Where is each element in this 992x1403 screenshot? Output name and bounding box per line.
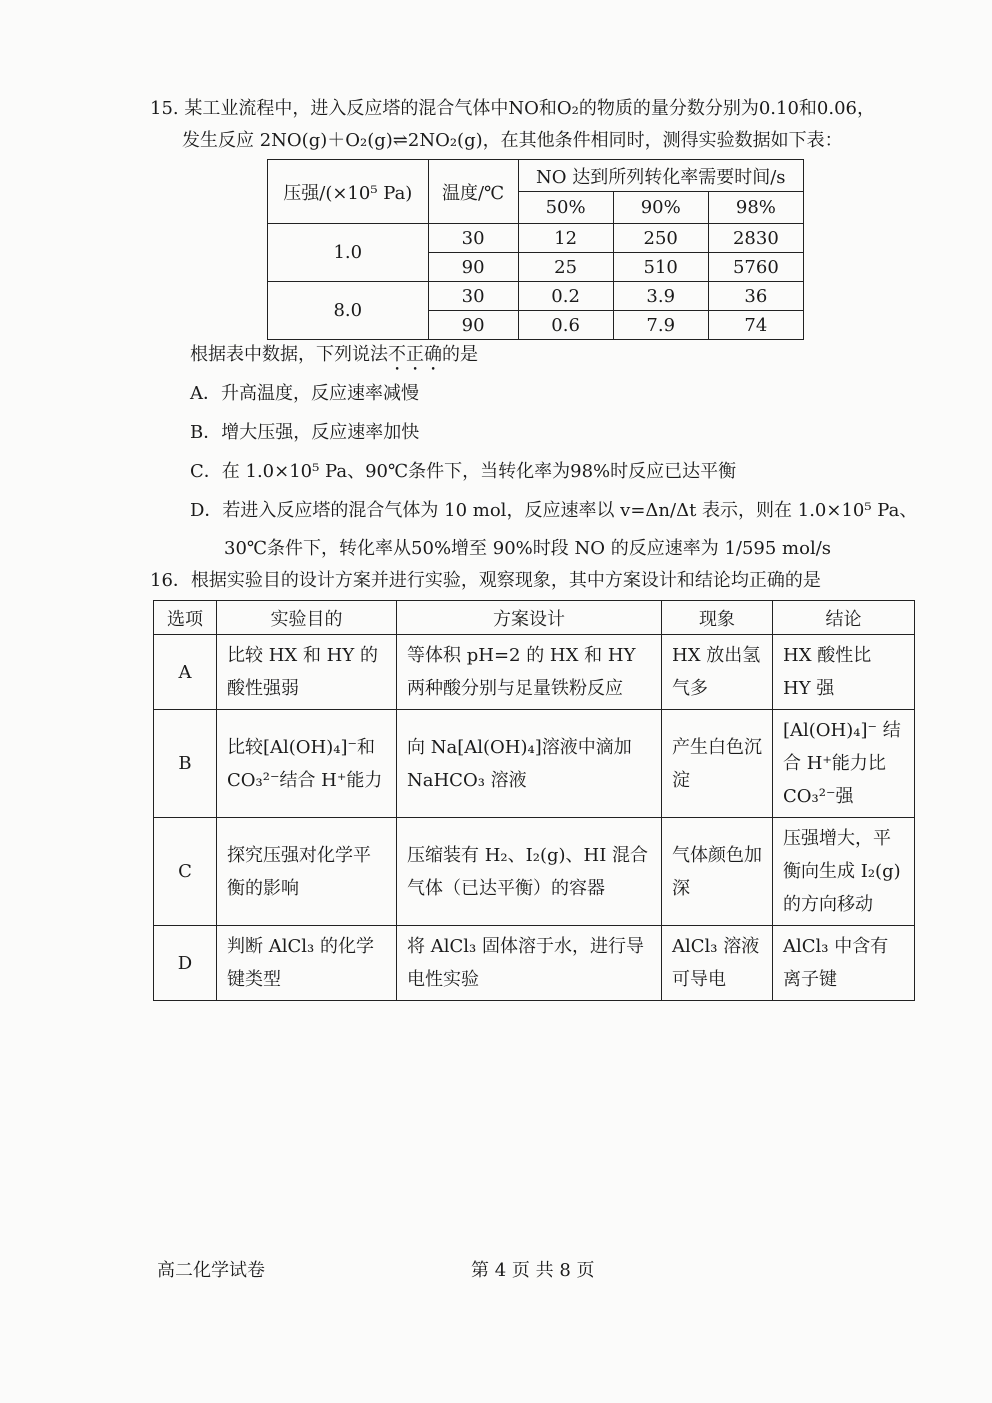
- temp-cell: 30: [428, 224, 518, 253]
- header-purpose: 实验目的: [217, 601, 397, 635]
- pressure-cell: 1.0: [268, 224, 429, 282]
- option-label: D: [154, 926, 217, 1001]
- table-row: [154, 926, 915, 1001]
- q16-stem: 16．根据实验目的设计方案并进行实验，观察现象，其中方案设计和结论均正确的是: [150, 570, 821, 591]
- q15-stem-c: 的是: [442, 344, 478, 365]
- q15-stem-a: 根据表中数据，下列说法: [190, 344, 388, 365]
- header-time: NO 达到所列转化率需要时间/s: [518, 160, 803, 192]
- option-label: C: [154, 818, 217, 926]
- q15-option-b: B．增大压强，反应速率加快: [190, 422, 420, 443]
- table-row: [154, 635, 915, 710]
- design-cell: 向 Na[Al(OH)₄]溶液中滴加 NaHCO₃ 溶液: [397, 710, 662, 818]
- option-label: B: [154, 710, 217, 818]
- time-cell: 250: [613, 224, 708, 253]
- table-row: [154, 710, 915, 818]
- purpose-cell: 比较 HX 和 HY 的酸性强弱: [217, 635, 397, 710]
- design-cell: 等体积 pH=2 的 HX 和 HY 两种酸分别与足量铁粉反应: [397, 635, 662, 710]
- time-cell: 7.9: [613, 311, 708, 340]
- purpose-cell: 探究压强对化学平衡的影响: [217, 818, 397, 926]
- q16-experiment-table: [153, 600, 915, 1001]
- q15-option-d-line2: 30℃条件下，转化率从50%增至 90%时段 NO 的反应速率为 1/595 mol/s: [224, 538, 832, 559]
- design-cell: 将 AlCl₃ 固体溶于水，进行导电性实验: [397, 926, 662, 1001]
- option-label: A: [154, 635, 217, 710]
- q15-option-a: A．升高温度，反应速率减慢: [190, 383, 419, 404]
- conclusion-cell: AlCl₃ 中含有离子键: [773, 926, 915, 1001]
- phenomenon-cell: AlCl₃ 溶液可导电: [662, 926, 773, 1001]
- time-cell: 510: [613, 253, 708, 282]
- time-cell: 2830: [708, 224, 803, 253]
- table-row: [268, 224, 804, 253]
- conclusion-cell: [Al(OH)₄]⁻ 结合 H⁺能力比 CO₃²⁻强: [773, 710, 915, 818]
- pressure-cell: 8.0: [268, 282, 429, 340]
- header-option: 选项: [154, 601, 217, 635]
- time-cell: 0.6: [518, 311, 613, 340]
- conclusion-cell: 压强增大，平衡向生成 I₂(g)的方向移动: [773, 818, 915, 926]
- header-rate-98: 98%: [708, 192, 803, 224]
- table-row: [268, 282, 804, 311]
- phenomenon-cell: 气体颜色加深: [662, 818, 773, 926]
- q15-stem: [190, 343, 478, 375]
- design-cell: 压缩装有 H₂、I₂(g)、HI 混合气体（已达平衡）的容器: [397, 818, 662, 926]
- temp-cell: 90: [428, 311, 518, 340]
- time-cell: 5760: [708, 253, 803, 282]
- header-conclusion: 结论: [773, 601, 915, 635]
- time-cell: 3.9: [613, 282, 708, 311]
- header-design: 方案设计: [397, 601, 662, 635]
- header-rate-90: 90%: [613, 192, 708, 224]
- purpose-cell: 比较[Al(OH)₄]⁻和 CO₃²⁻结合 H⁺能力: [217, 710, 397, 818]
- table-row: [154, 818, 915, 926]
- header-phenomenon: 现象: [662, 601, 773, 635]
- temp-cell: 90: [428, 253, 518, 282]
- header-pressure: 压强/(×10⁵ Pa): [268, 160, 429, 224]
- phenomenon-cell: HX 放出氢气多: [662, 635, 773, 710]
- time-cell: 0.2: [518, 282, 613, 311]
- time-cell: 12: [518, 224, 613, 253]
- q15-option-d-line1: D．若进入反应塔的混合气体为 10 mol，反应速率以 v=Δn/Δt 表示，则在 1.0×10⁵ Pa、: [190, 500, 918, 521]
- table-header-row: [154, 601, 915, 635]
- purpose-cell: 判断 AlCl₃ 的化学键类型: [217, 926, 397, 1001]
- phenomenon-cell: 产生白色沉淀: [662, 710, 773, 818]
- time-cell: 25: [518, 253, 613, 282]
- temp-cell: 30: [428, 282, 518, 311]
- q15-data-table: [267, 159, 804, 340]
- conclusion-cell: HX 酸性比 HY 强: [773, 635, 915, 710]
- header-temperature: 温度/℃: [428, 160, 518, 224]
- time-cell: 74: [708, 311, 803, 340]
- header-rate-50: 50%: [518, 192, 613, 224]
- footer-title: 高二化学试卷: [157, 1260, 265, 1281]
- q15-stem-emphasis: 不正确: [388, 344, 442, 365]
- q15-line2: 发生反应 2NO(g)＋O₂(g)⇌2NO₂(g)，在其他条件相同时，测得实验数据如下表：: [182, 130, 843, 151]
- time-cell: 36: [708, 282, 803, 311]
- q15-option-c: C．在 1.0×10⁵ Pa、90℃条件下，当转化率为98%时反应已达平衡: [190, 461, 737, 482]
- q15-line1: 15. 某工业流程中，进入反应塔的混合气体中NO和O₂的物质的量分数分别为0.10和0.06，: [150, 98, 875, 119]
- footer-page-number: 第 4 页 共 8 页: [471, 1260, 595, 1281]
